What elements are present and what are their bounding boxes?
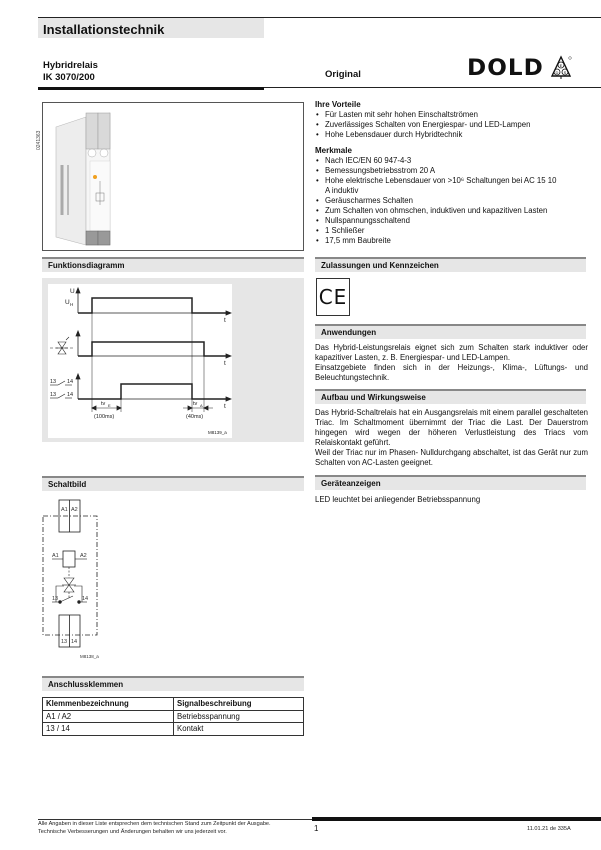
indicators-text: LED leuchtet bei anliegender Betriebsspannung bbox=[315, 495, 481, 504]
function-paragraph: Das Hybrid-Schaltrelais hat ein Ausgangsrelais mit einem parallel geschalteten Triac. Im Schaltmoment übernimmt der Triac die Last. Der Dauerstrom hingegen wird wegen der höheren Verlustleistung des Triacs vom Relaiskontakt geführt. bbox=[315, 408, 588, 447]
function-principle-text bbox=[315, 408, 588, 468]
svg-text:S: S bbox=[563, 70, 567, 75]
svg-text:13: 13 bbox=[50, 379, 57, 385]
svg-text:14: 14 bbox=[67, 392, 74, 398]
tva-value: (40ms) bbox=[186, 414, 204, 420]
header-rule-thin bbox=[264, 87, 601, 88]
circuit-diagram-header: Schaltbild bbox=[42, 476, 304, 491]
wiring-diagram bbox=[40, 498, 110, 663]
table-header-row bbox=[43, 698, 304, 711]
tve-label: tv bbox=[101, 401, 106, 407]
svg-text:13: 13 bbox=[52, 596, 59, 602]
svg-text:14: 14 bbox=[82, 596, 89, 602]
column-header: Signalbeschreibung bbox=[174, 698, 304, 711]
svg-text:A: A bbox=[200, 403, 203, 408]
timing-diagram bbox=[48, 284, 232, 438]
applications-text bbox=[315, 343, 588, 383]
drawing-code: M8138_a bbox=[80, 654, 99, 659]
circuit-diagram bbox=[40, 498, 110, 663]
t-axis-label: t bbox=[224, 317, 226, 324]
svg-text:E: E bbox=[559, 63, 563, 68]
table-cell: A1 / A2 bbox=[43, 710, 174, 723]
header-rule-thick bbox=[38, 87, 264, 90]
list-item: • Zum Schalten von ohmschen, induktiven und kapazitiven Lasten bbox=[315, 206, 560, 216]
function-diagram-header: Funktionsdiagramm bbox=[42, 257, 304, 272]
terminals-header: Anschlussklemmen bbox=[42, 676, 304, 691]
svg-text:A1: A1 bbox=[52, 553, 59, 559]
footer-rule-thin bbox=[38, 819, 312, 820]
advantages-list bbox=[315, 110, 585, 140]
terminal-a1: A1 bbox=[61, 507, 68, 513]
table-row bbox=[43, 723, 304, 736]
table-cell: 13 / 14 bbox=[43, 723, 174, 736]
terminal-13: 13 bbox=[61, 639, 68, 645]
photo-code: 0241363 bbox=[36, 130, 42, 150]
table-cell: Betriebsspannung bbox=[174, 710, 304, 723]
list-item: • Hohe Lebensdauer durch Hybridtechnik bbox=[315, 130, 585, 140]
function-diagram bbox=[48, 284, 232, 438]
terminals-table bbox=[42, 697, 304, 736]
tve-value: (100ms) bbox=[94, 414, 115, 420]
applications-header: Anwendungen bbox=[315, 324, 586, 339]
product-code: IK 3070/200 bbox=[43, 71, 95, 83]
function-paragraph: Weil der Triac nur im Phasen- Nulldurchgang abschaltet, ist das Gerät nur zum Schalten von AC-Lasten geeignet. bbox=[315, 448, 588, 467]
table-cell: Kontakt bbox=[174, 723, 304, 736]
page-number: 1 bbox=[314, 824, 319, 833]
footer-rule-thick bbox=[312, 817, 601, 821]
product-type: Hybridrelais bbox=[43, 60, 98, 71]
tva-label: tv bbox=[193, 401, 198, 407]
features-title: Merkmale bbox=[315, 146, 352, 155]
svg-text:13: 13 bbox=[50, 392, 57, 398]
svg-text:H: H bbox=[70, 302, 74, 307]
document-code: 11.01.21 de 335A bbox=[527, 826, 571, 832]
ce-mark: CE bbox=[316, 278, 350, 316]
product-name bbox=[43, 60, 98, 84]
footer-disclaimer: Alle Angaben in dieser Liste entsprechen dem technischen Stand zum Zeitpunkt der Ausgabe. Technische Verbesserungen und Änderungen behalten wir uns jederzeit vor. bbox=[38, 821, 271, 835]
svg-text:t: t bbox=[224, 403, 226, 410]
u-axis-label: U bbox=[70, 288, 75, 295]
list-item: • Hohe elektrische Lebensdauer von >10⁶ Schaltungen bei AC 15 10 A induktiv bbox=[315, 176, 560, 196]
original-label: Original bbox=[325, 69, 361, 80]
list-item: • Für Lasten mit sehr hohen Einschaltströmen bbox=[315, 110, 585, 120]
function-principle-header: Aufbau und Wirkungsweise bbox=[315, 389, 586, 404]
list-item: • Nach IEC/EN 60 947-4-3 bbox=[315, 156, 560, 166]
list-item: • 17,5 mm Baubreite bbox=[315, 236, 560, 246]
indicators-header: Geräteanzeigen bbox=[315, 475, 586, 490]
list-item: • 1 Schließer bbox=[315, 226, 560, 236]
category-title: Installationstechnik bbox=[43, 22, 165, 37]
list-item: • Zuverlässiges Schalten von Energiespar- und LED-Lampen bbox=[315, 120, 585, 130]
list-item: • Nullspannungsschaltend bbox=[315, 216, 560, 226]
svg-text:A2: A2 bbox=[80, 553, 87, 559]
svg-text:t: t bbox=[224, 360, 226, 367]
relay-device-image bbox=[48, 105, 128, 250]
svg-text:14: 14 bbox=[67, 379, 74, 385]
uh-label: U bbox=[65, 299, 70, 306]
list-item: • Bemessungsbetriebsstrom 20 A bbox=[315, 166, 560, 176]
terminals-table-wrap bbox=[42, 697, 304, 736]
terminal-14: 14 bbox=[71, 639, 78, 645]
list-item: • Geräuscharmes Schalten bbox=[315, 196, 560, 206]
applications-paragraph: Einsatzgebiete finden sich in der Heizungs-, Klima-, Lüftungs- und Beleuchtungstechnik. bbox=[315, 363, 588, 382]
drawing-code: M8139_a bbox=[208, 430, 227, 435]
terminal-a2: A2 bbox=[71, 507, 78, 513]
approvals-header: Zulassungen und Kennzeichen bbox=[315, 257, 586, 272]
applications-paragraph: Das Hybrid-Leistungsrelais eignet sich zum Schalten stark induktiver oder kapazitiver Lasten, z. B. Energiespar- und LED-Lampen. bbox=[315, 343, 588, 362]
svg-text:D: D bbox=[555, 70, 559, 75]
advantages-title: Ihre Vorteile bbox=[315, 100, 361, 109]
advantages-section bbox=[315, 100, 585, 246]
brand-logo: DOLD bbox=[467, 56, 544, 81]
table-row bbox=[43, 710, 304, 723]
svg-text:E: E bbox=[108, 403, 111, 408]
eds-triangle-icon bbox=[550, 55, 572, 80]
column-header: Klemmenbezeichnung bbox=[43, 698, 174, 711]
features-list bbox=[315, 156, 560, 246]
product-photo-frame bbox=[42, 102, 304, 251]
